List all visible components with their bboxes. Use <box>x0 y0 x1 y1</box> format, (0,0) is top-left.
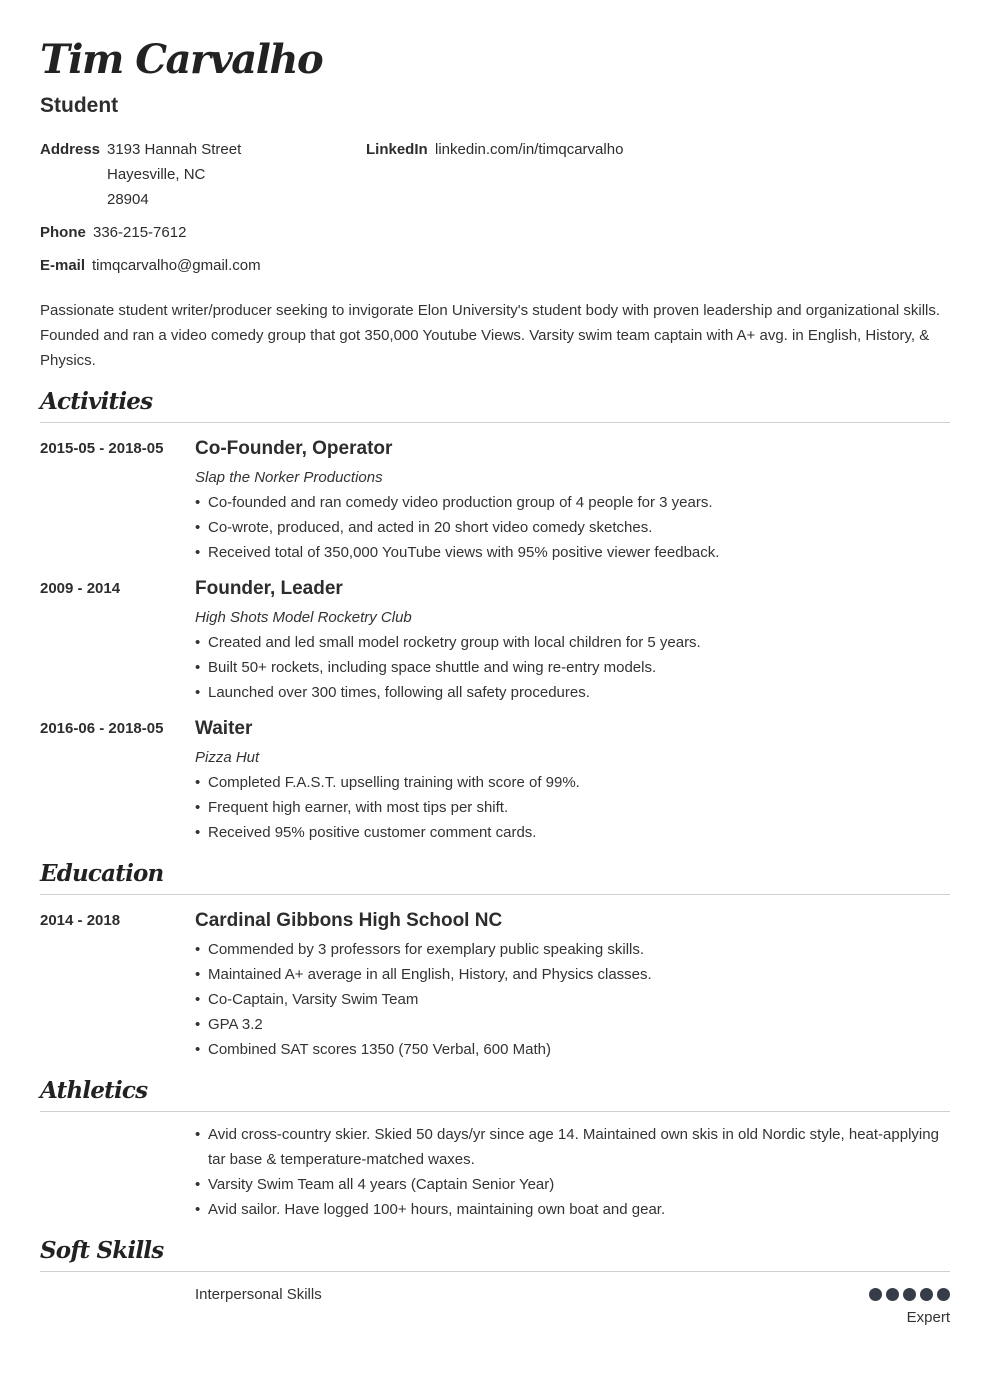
bullet-icon: • <box>195 519 201 536</box>
bullet-item: • Avid sailor. Have logged 100+ hours, maintaining own boat and gear. <box>195 1197 950 1222</box>
section-divider <box>40 422 950 423</box>
bullet-icon: • <box>195 494 201 511</box>
bullet-icon: • <box>195 634 201 651</box>
activity-date: 2016-06 - 2018-05 <box>40 720 164 737</box>
bullet-item: • Created and led small model rocketry group with local children for 5 years. <box>195 630 950 655</box>
activity-date: 2009 - 2014 <box>40 580 121 597</box>
rating-dot-icon <box>937 1288 950 1301</box>
address-line-1: 3193 Hannah Street <box>107 141 242 158</box>
activity-organization: Pizza Hut <box>195 749 260 766</box>
address-line-2: Hayesville, NC <box>107 166 206 183</box>
section-divider <box>40 1111 950 1112</box>
section-divider <box>40 894 950 895</box>
linkedin-link[interactable]: linkedin.com/in/timqcarvalho <box>435 141 624 158</box>
bullet-icon: • <box>195 941 201 958</box>
bullet-item: • Built 50+ rockets, including space shuttle and wing re-entry models. <box>195 655 950 680</box>
skill-name: Interpersonal Skills <box>195 1286 322 1303</box>
phone-value: 336-215-7612 <box>93 224 187 241</box>
bullet-item: • Received 95% positive customer comment cards. <box>195 820 950 845</box>
candidate-title: Student <box>40 94 119 117</box>
address-line-3: 28904 <box>107 191 149 208</box>
skill-level: Expert <box>906 1309 950 1326</box>
activity-bullets <box>195 770 950 845</box>
bullet-item: • Completed F.A.S.T. upselling training with score of 99%. <box>195 770 950 795</box>
profile-summary: Passionate student writer/producer seeking to invigorate Elon University's student body with proven leadership and organizational skills. Founded and ran a video comedy group that got 350,000 Youtube Views. Varsity swim team captain with A+ avg. in English, History, & Physics. <box>40 302 941 369</box>
activity-organization: High Shots Model Rocketry Club <box>195 609 412 626</box>
bullet-icon: • <box>195 1016 201 1033</box>
athletics-bullets <box>195 1122 950 1222</box>
section-title-soft-skills: Soft Skills <box>40 1237 164 1264</box>
bullet-icon: • <box>195 1041 201 1058</box>
phone-label: Phone <box>40 224 86 241</box>
bullet-icon: • <box>195 659 201 676</box>
activity-role: Co-Founder, Operator <box>195 438 393 459</box>
bullet-item: • Co-Captain, Varsity Swim Team <box>195 987 950 1012</box>
bullet-item: • Avid cross-country skier. Skied 50 days/yr since age 14. Maintained own skis in old Nordic style, heat-applying tar base & temperature-matched waxes. <box>195 1122 950 1172</box>
linkedin-label: LinkedIn <box>366 141 428 158</box>
bullet-icon: • <box>195 774 201 791</box>
rating-dot-icon <box>886 1288 899 1301</box>
rating-dot-icon <box>869 1288 882 1301</box>
bullet-icon: • <box>195 799 201 816</box>
bullet-icon: • <box>195 824 201 841</box>
bullet-icon: • <box>195 1176 201 1193</box>
bullet-icon: • <box>195 684 201 701</box>
section-title-athletics: Athletics <box>40 1077 148 1104</box>
rating-dot-icon <box>903 1288 916 1301</box>
education-bullets <box>195 937 950 1062</box>
activity-date: 2015-05 - 2018-05 <box>40 440 164 457</box>
email-link[interactable]: timqcarvalho@gmail.com <box>92 257 261 274</box>
bullet-item: • Frequent high earner, with most tips per shift. <box>195 795 950 820</box>
bullet-item: • Combined SAT scores 1350 (750 Verbal, 600 Math) <box>195 1037 950 1062</box>
bullet-icon: • <box>195 1126 201 1143</box>
bullet-item: • Launched over 300 times, following all safety procedures. <box>195 680 950 705</box>
activity-role: Waiter <box>195 718 253 739</box>
skill-rating <box>869 1288 950 1301</box>
education-date: 2014 - 2018 <box>40 912 121 929</box>
email-label: E-mail <box>40 257 86 274</box>
rating-dot-icon <box>920 1288 933 1301</box>
bullet-item: • Co-founded and ran comedy video production group of 4 people for 3 years. <box>195 490 950 515</box>
bullet-item: • Maintained A+ average in all English, History, and Physics classes. <box>195 962 950 987</box>
activity-bullets <box>195 490 950 565</box>
bullet-item: • Varsity Swim Team all 4 years (Captain Senior Year) <box>195 1172 950 1197</box>
activity-bullets <box>195 630 950 705</box>
candidate-name: Tim Carvalho <box>40 36 323 83</box>
bullet-item: • Commended by 3 professors for exemplary public speaking skills. <box>195 937 950 962</box>
bullet-item: • Received total of 350,000 YouTube views with 95% positive viewer feedback. <box>195 540 950 565</box>
address-label: Address <box>40 141 101 158</box>
activity-organization: Slap the Norker Productions <box>195 469 383 486</box>
bullet-icon: • <box>195 991 201 1008</box>
section-divider <box>40 1271 950 1272</box>
section-title-education: Education <box>40 860 164 887</box>
section-title-activities: Activities <box>40 388 153 415</box>
bullet-icon: • <box>195 966 201 983</box>
bullet-icon: • <box>195 544 201 561</box>
bullet-item: • Co-wrote, produced, and acted in 20 short video comedy sketches. <box>195 515 950 540</box>
activity-role: Founder, Leader <box>195 578 343 599</box>
bullet-icon: • <box>195 1201 201 1218</box>
education-school: Cardinal Gibbons High School NC <box>195 910 503 931</box>
bullet-item: • GPA 3.2 <box>195 1012 950 1037</box>
